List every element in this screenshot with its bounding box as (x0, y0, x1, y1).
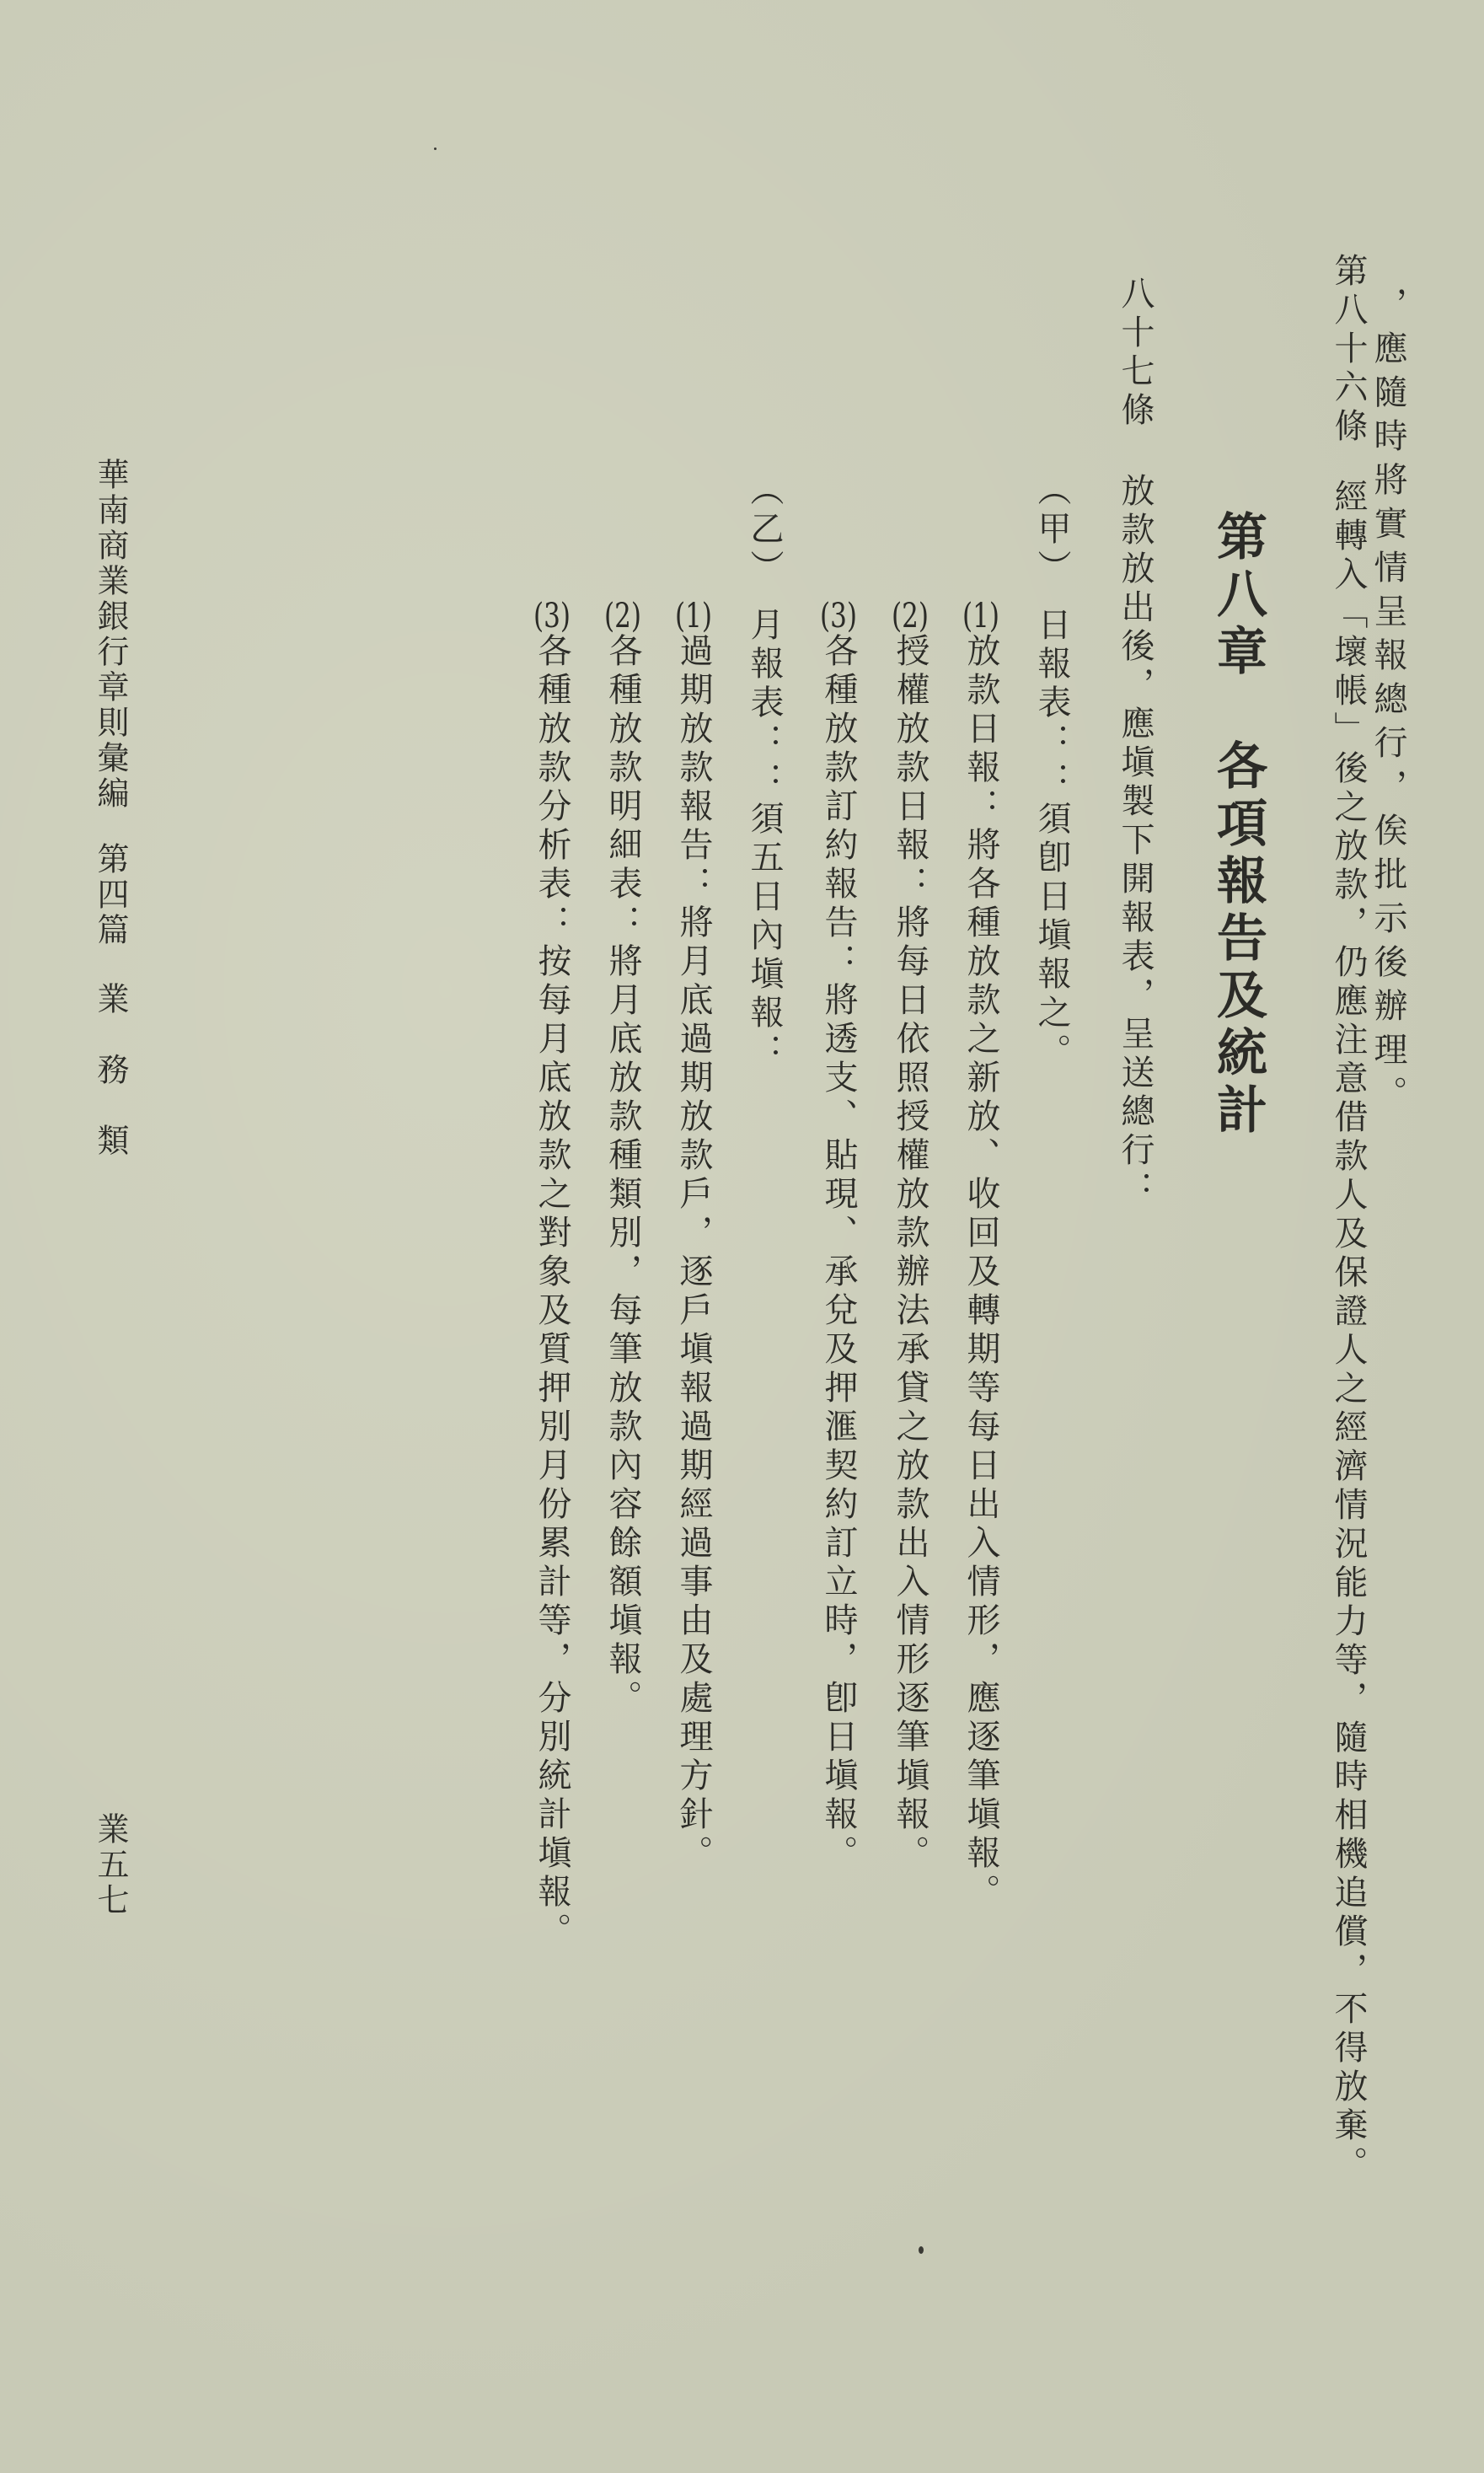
footer-book: 華南商業銀行章則彙編 (92, 458, 129, 812)
item-number: (3) (533, 599, 571, 633)
footer-category: 業 務 類 (92, 982, 129, 1159)
article-87-text: 放款放出後，應塡製下開報表，呈送總行： (1116, 473, 1155, 1210)
article-87-label: 八十七條 (1116, 276, 1155, 431)
item-text: 放款日報：將各種放款之新放、收回及轉期等每日出入情形，應逐筆塡報。 (962, 633, 1000, 1912)
item-text: 各種放款分析表：按每月底放款之對象及質押別月份累計等，分別統計塡報。 (533, 633, 571, 1951)
item-number: (2) (892, 599, 929, 633)
item-text: 過期放款報告：將月底過期放款戶，逐戶塡報過期經過事由及處理方針。 (674, 633, 713, 1874)
list-item (602, 599, 644, 1719)
item-number: (2) (604, 599, 641, 633)
section-marker-yi: （乙） (745, 472, 784, 588)
print-speck (919, 2246, 924, 2254)
item-text: 各種放款訂約報告：將透支、貼現、承兌及押滙契約訂立時，卽日塡報。 (819, 633, 858, 1874)
list-item (672, 599, 715, 1874)
footer-book-title (89, 458, 131, 1159)
article-86-label: 第八十六條 (1329, 253, 1368, 447)
print-speck (434, 148, 437, 150)
item-number: (1) (675, 599, 712, 633)
footer-part: 第四篇 (92, 842, 129, 948)
article-86-text: 經轉入「壞帳」後之放款，仍應注意借款人及保證人之經濟情況能力等，隨時相機追償，不得放棄。 (1329, 479, 1368, 2185)
list-item (960, 599, 1002, 1912)
section-text-daily-report: 日報表：：須卽日塡報之。 (1032, 607, 1071, 1072)
item-number: (1) (962, 599, 999, 633)
page-number: 業五七 (92, 1812, 129, 1918)
list-item (817, 599, 860, 1874)
section-text-monthly-report: 月報表：：須五日內塡報： (745, 607, 784, 1072)
list-item (889, 599, 931, 1874)
item-number: (3) (820, 599, 857, 633)
section-marker-jia: （甲） (1032, 472, 1071, 588)
continuation-line: ，應隨時將實情呈報總行，俟批示後辦理。 (1369, 287, 1407, 1119)
item-text: 各種放款明細表：將月底放款種類別，每筆放款內容餘額塡報。 (603, 633, 642, 1719)
list-item (531, 599, 573, 1951)
item-text: 授權放款日報：將每日依照授權放款辦法承貸之放款出入情形逐筆塡報。 (891, 633, 930, 1874)
chapter-title: 第八章 各項報告及統計 (1208, 510, 1267, 1140)
